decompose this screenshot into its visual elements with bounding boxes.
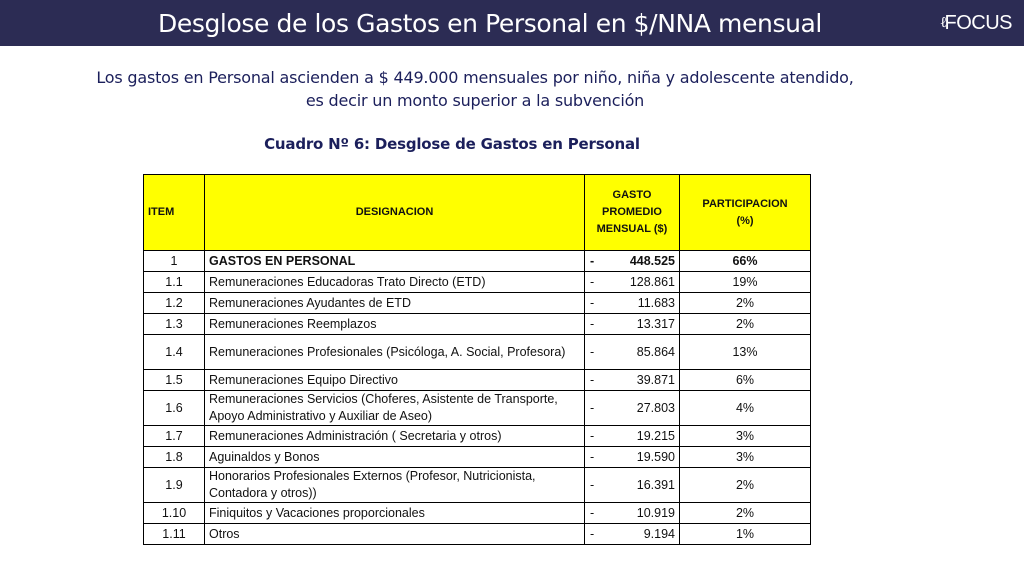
row-designacion: Remuneraciones Equipo Directivo [205,370,585,391]
row-participacion: 2% [680,314,811,335]
row-gasto-value: 11.683 [637,296,675,310]
table-row [144,391,811,426]
row-designacion: Remuneraciones Profesionales (Psicóloga, A. Social, Profesora) [205,335,585,370]
row-designacion: Remuneraciones Reemplazos [205,314,585,335]
table-caption: Cuadro Nº 6: Desglose de Gastos en Personal [264,135,640,153]
row-gasto [585,503,680,524]
row-dash: - [590,527,595,541]
row-dash: - [590,373,595,387]
row-dash: - [590,296,595,310]
header-part-line2: (%) [736,214,754,227]
header-participacion [680,175,811,251]
row-item: 1.11 [144,524,205,545]
row-gasto-value: 9.194 [643,527,675,541]
row-item: 1.6 [144,391,205,426]
row-gasto-value: 128.861 [629,275,675,289]
row-dash: - [590,478,595,492]
header-part-line1: PARTICIPACION [702,197,788,210]
row-gasto-value: 19.215 [636,429,675,443]
subtitle-line-2: es decir un monto superior a la subvención [305,91,645,110]
row-gasto [585,314,680,335]
header-designacion: DESIGNACION [205,175,585,251]
subtitle [0,66,950,112]
row-item: 1.8 [144,447,205,468]
header-gasto-line1: GASTO [612,189,652,201]
row-gasto [585,272,680,293]
slide-title: Desglose de los Gastos en Personal en $/NNA mensual [158,9,822,38]
row-gasto [585,468,680,503]
row-participacion: 13% [680,335,811,370]
row-participacion: 4% [680,391,811,426]
row-gasto [585,335,680,370]
row-gasto [585,426,680,447]
table-row [144,447,811,468]
row-dash: - [590,254,595,268]
row-participacion: 2% [680,293,811,314]
row-gasto [585,447,680,468]
row-designacion: Honorarios Profesionales Externos (Profesor, Nutricionista, Contadora y otros)) [205,468,585,503]
row-designacion: Otros [205,524,585,545]
title-bar [0,0,1024,46]
table-row [144,426,811,447]
table-row [144,251,811,272]
header-gasto [585,175,680,251]
row-item: 1.7 [144,426,205,447]
row-item: 1.2 [144,293,205,314]
table-row [144,370,811,391]
row-participacion: 2% [680,503,811,524]
row-designacion: GASTOS EN PERSONAL [205,251,585,272]
row-participacion: 1% [680,524,811,545]
logo-text: FOCUS [944,12,1012,34]
row-participacion: 19% [680,272,811,293]
row-gasto-value: 10.919 [636,506,675,520]
row-gasto-value: 27.803 [636,401,675,415]
header-gasto-line2: PROMEDIO [602,206,662,218]
table-row [144,293,811,314]
row-item: 1 [144,251,205,272]
row-participacion: 66% [680,251,811,272]
row-gasto [585,391,680,426]
row-designacion: Remuneraciones Servicios (Choferes, Asistente de Transporte, Apoyo Administrativo y Auxiliar de Aseo) [205,391,585,426]
table-row [144,272,811,293]
focus-logo [940,12,1012,35]
row-gasto-value: 16.391 [636,478,675,492]
row-item: 1.9 [144,468,205,503]
row-gasto-value: 85.864 [636,345,675,359]
row-participacion: 6% [680,370,811,391]
row-participacion: 3% [680,426,811,447]
row-dash: - [590,506,595,520]
row-gasto [585,524,680,545]
row-designacion: Remuneraciones Educadoras Trato Directo (ETD) [205,272,585,293]
row-dash: - [590,429,595,443]
subtitle-line-1: Los gastos en Personal ascienden a $ 449.000 mensuales por niño, niña y adolescente atendido, [96,68,854,87]
row-item: 1.3 [144,314,205,335]
row-designacion: Aguinaldos y Bonos [205,447,585,468]
row-designacion: Remuneraciones Administración ( Secretaria y otros) [205,426,585,447]
expenses-table [143,174,811,545]
row-gasto-value: 13.317 [636,317,675,331]
row-designacion: Remuneraciones Ayudantes de ETD [205,293,585,314]
row-gasto [585,293,680,314]
row-gasto [585,370,680,391]
row-gasto-value: 448.525 [629,254,675,268]
table-row [144,503,811,524]
header-item: ITEM [144,175,205,251]
table-row [144,468,811,503]
row-item: 1.1 [144,272,205,293]
row-dash: - [590,317,595,331]
row-item: 1.10 [144,503,205,524]
row-dash: - [590,275,595,289]
row-participacion: 3% [680,447,811,468]
row-gasto-value: 39.871 [636,373,675,387]
table-row [144,335,811,370]
header-gasto-line3: MENSUAL ($) [596,223,668,235]
logo-mark-icon: ℓ [939,13,947,31]
row-dash: - [590,345,595,359]
row-item: 1.4 [144,335,205,370]
table-row [144,314,811,335]
row-gasto [585,251,680,272]
row-designacion: Finiquitos y Vacaciones proporcionales [205,503,585,524]
table-header-row [144,175,811,251]
row-item: 1.5 [144,370,205,391]
row-dash: - [590,401,595,415]
row-participacion: 2% [680,468,811,503]
row-dash: - [590,450,595,464]
table-row [144,524,811,545]
row-gasto-value: 19.590 [636,450,675,464]
